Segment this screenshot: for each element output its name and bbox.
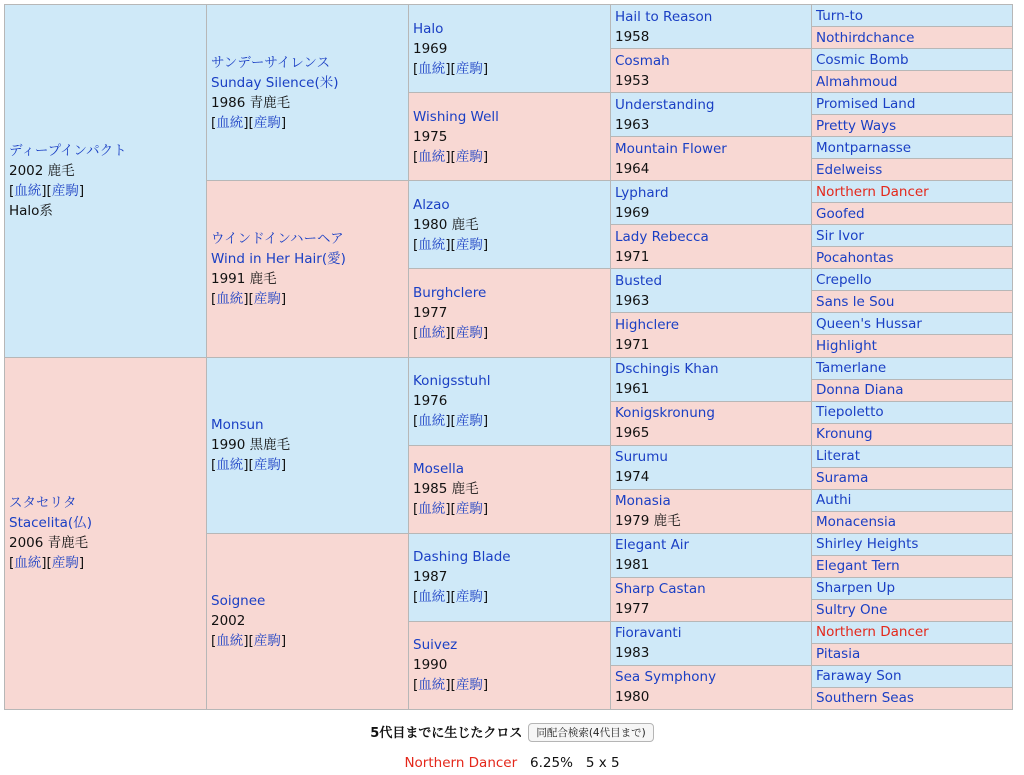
horse-name-link[interactable]: Mosella: [413, 461, 465, 478]
gen5-cell: [812, 555, 1013, 577]
horse-name-link[interactable]: Northern Dancer: [816, 183, 929, 200]
g3-3-links: [血統][産駒]: [413, 324, 489, 341]
gen5-cell: [812, 71, 1013, 93]
pedigree-row: [5, 357, 1013, 379]
horse-name-link[interactable]: Suivez: [413, 637, 458, 654]
gen3-cell: [409, 269, 611, 357]
horse-name-link[interactable]: Tamerlane: [816, 360, 887, 377]
horse-name-link[interactable]: Cosmah: [615, 52, 670, 69]
g1-1-links: [血統][産駒]: [9, 555, 85, 572]
pedigree-table: [4, 4, 1013, 710]
horse-info: 1980: [615, 689, 650, 706]
g3-1-links: [血統][産駒]: [413, 148, 489, 165]
horse-name-link[interactable]: Sharpen Up: [816, 580, 896, 597]
horse-name-link[interactable]: スタセリタ: [9, 495, 77, 512]
gen4-cell: [611, 5, 812, 49]
g3-1-bloodline-link[interactable]: 血統: [418, 148, 446, 165]
horse-name-link[interactable]: Northern Dancer: [816, 624, 929, 641]
gen5-cell: [812, 115, 1013, 137]
horse-info: 1977: [615, 601, 650, 618]
horse-info: 1964: [615, 160, 650, 177]
gen1-cell: [5, 357, 207, 710]
gen5-cell: [812, 203, 1013, 225]
horse-name-link[interactable]: Sir Ivor: [816, 227, 864, 244]
gen4-cell: [611, 269, 812, 313]
gen5-cell: [812, 137, 1013, 159]
gen5-cell: [812, 27, 1013, 49]
horse-name-link[interactable]: Pretty Ways: [816, 117, 897, 134]
g3-3-bloodline-link[interactable]: 血統: [418, 324, 446, 341]
horse-info: 1971: [615, 248, 650, 265]
g3-2-bloodline-link[interactable]: 血統: [418, 236, 446, 253]
horse-name-link[interactable]: Literat: [816, 448, 860, 465]
g1-0-bloodline-link[interactable]: 血統: [14, 182, 42, 199]
g2-0-links: [血統][産駒]: [211, 114, 287, 131]
horse-name-link[interactable]: Highlight: [816, 337, 877, 354]
horse-info: 1963: [615, 292, 650, 309]
gen5-cell: [812, 159, 1013, 181]
horse-name-en-link[interactable]: Monsun: [211, 417, 264, 434]
g3-4-bloodline-link[interactable]: 血統: [418, 413, 446, 430]
horse-info: 1980 鹿毛: [413, 216, 479, 233]
horse-info: 1979 鹿毛: [615, 513, 681, 530]
horse-name-link[interactable]: Sea Symphony: [615, 669, 717, 686]
cross-title: 5代目までに生じたクロス: [370, 726, 523, 741]
gen5-cell: [812, 643, 1013, 665]
horse-info: 2006 青鹿毛: [9, 535, 89, 552]
horse-name-link[interactable]: Pocahontas: [816, 249, 894, 266]
horse-name-link[interactable]: Elegant Tern: [816, 558, 900, 575]
gen5-cell: [812, 269, 1013, 291]
gen5-cell: [812, 49, 1013, 71]
gen2-cell: [207, 533, 409, 709]
horse-name-link[interactable]: Mountain Flower: [615, 140, 727, 157]
gen3-cell: [409, 621, 611, 709]
gen1-cell: [5, 5, 207, 358]
g3-4-links: [血統][産駒]: [413, 413, 489, 430]
gen4-cell: [611, 181, 812, 225]
gen5-cell: [812, 357, 1013, 379]
gen4-cell: [611, 225, 812, 269]
horse-name-link[interactable]: Dschingis Khan: [615, 361, 719, 378]
gen5-cell: [812, 247, 1013, 269]
g2-2-links: [血統][産駒]: [211, 457, 287, 474]
g1-1-bloodline-link[interactable]: 血統: [14, 555, 42, 572]
horse-info: 1965: [615, 425, 650, 442]
g2-2-offspring-link[interactable]: 産駒: [253, 457, 281, 474]
horse-name-link[interactable]: Turn-to: [816, 7, 864, 24]
g3-7-bloodline-link[interactable]: 血統: [418, 677, 446, 694]
horse-info: 2002 鹿毛: [9, 162, 75, 179]
gen5-cell: [812, 467, 1013, 489]
gen5-cell: [812, 379, 1013, 401]
horse-name-link[interactable]: サンデーサイレンス: [211, 54, 331, 71]
gen4-cell: [611, 401, 812, 445]
horse-name-link[interactable]: Cosmic Bomb: [816, 51, 909, 68]
horse-name-en-link[interactable]: Soignee: [211, 593, 266, 610]
horse-name-link[interactable]: Crepello: [816, 271, 872, 288]
g2-3-offspring-link[interactable]: 産駒: [253, 633, 281, 650]
g2-1-links: [血統][産駒]: [211, 290, 287, 307]
horse-info: 1969: [413, 40, 448, 57]
horse-info: 1990: [413, 657, 448, 674]
horse-name-link[interactable]: Kronung: [816, 426, 873, 443]
horse-info: 1981: [615, 557, 650, 574]
horse-info: 1974: [615, 469, 650, 486]
gen4-cell: [611, 533, 812, 577]
g3-5-links: [血統][産駒]: [413, 501, 489, 518]
cross-result: [0, 755, 1024, 771]
horse-name-link[interactable]: Surumu: [615, 449, 668, 466]
horse-name-link[interactable]: Pitasia: [816, 646, 861, 663]
gen4-cell: [611, 137, 812, 181]
gen4-cell: [611, 357, 812, 401]
gen5-cell: [812, 489, 1013, 511]
horse-info: 1958: [615, 28, 650, 45]
gen2-cell: [207, 181, 409, 357]
gen5-cell: [812, 687, 1013, 709]
horse-name-link[interactable]: Wishing Well: [413, 108, 499, 125]
g3-1-offspring-link[interactable]: 産駒: [455, 148, 483, 165]
gen4-cell: [611, 665, 812, 709]
horse-name-link[interactable]: Montparnasse: [816, 139, 912, 156]
gen5-cell: [812, 445, 1013, 467]
horse-info: 1987: [413, 569, 448, 586]
horse-info: 1983: [615, 645, 650, 662]
horse-name-link[interactable]: Dashing Blade: [413, 549, 511, 566]
horse-name-en-link[interactable]: Stacelita(仏): [9, 515, 92, 532]
gen4-cell: [611, 489, 812, 533]
g3-6-bloodline-link[interactable]: 血統: [418, 589, 446, 606]
g3-7-offspring-link[interactable]: 産駒: [455, 677, 483, 694]
horse-info: 1969: [615, 204, 650, 221]
g1-0-offspring-link[interactable]: 産駒: [51, 182, 79, 199]
horse-name-link[interactable]: Busted: [615, 272, 663, 289]
g2-1-bloodline-link[interactable]: 血統: [216, 290, 244, 307]
horse-name-link[interactable]: ウインドインハーヘア: [211, 230, 344, 247]
horse-name-link[interactable]: Konigskronung: [615, 405, 715, 422]
horse-name-link[interactable]: Almahmoud: [816, 73, 898, 90]
g3-3-offspring-link[interactable]: 産駒: [455, 324, 483, 341]
gen4-cell: [611, 93, 812, 137]
g1-1-offspring-link[interactable]: 産駒: [51, 555, 79, 572]
horse-name-link[interactable]: Faraway Son: [816, 668, 902, 685]
g3-2-links: [血統][産駒]: [413, 236, 489, 253]
horse-name-link[interactable]: Alzao: [413, 196, 450, 213]
g2-3-bloodline-link[interactable]: 血統: [216, 633, 244, 650]
horse-name-link[interactable]: Promised Land: [816, 95, 916, 112]
horse-name-link[interactable]: Konigsstuhl: [413, 373, 491, 390]
gen4-cell: [611, 445, 812, 489]
g3-7-links: [血統][産駒]: [413, 677, 489, 694]
cross-section-header: [0, 722, 1024, 742]
horse-info: 1961: [615, 381, 650, 398]
cross-percent: 6.25%: [530, 755, 573, 771]
gen5-cell: [812, 313, 1013, 335]
horse-name-link[interactable]: ディープインパクト: [9, 142, 127, 159]
horse-info: 1976: [413, 393, 448, 410]
horse-name-link[interactable]: Understanding: [615, 96, 715, 113]
horse-name-link[interactable]: Donna Diana: [816, 382, 904, 399]
g3-6-offspring-link[interactable]: 産駒: [455, 589, 483, 606]
horse-name-link[interactable]: Monacensia: [816, 514, 897, 531]
horse-name-link[interactable]: Nothirdchance: [816, 29, 915, 46]
horse-info: 1977: [413, 304, 448, 321]
gen3-cell: [409, 357, 611, 445]
horse-name-link[interactable]: Sharp Castan: [615, 581, 706, 598]
gen5-cell: [812, 599, 1013, 621]
gen5-cell: [812, 225, 1013, 247]
g2-0-bloodline-link[interactable]: 血統: [216, 114, 244, 131]
g3-5-bloodline-link[interactable]: 血統: [418, 501, 446, 518]
gen5-cell: [812, 335, 1013, 357]
horse-name-link[interactable]: Sans le Sou: [816, 293, 895, 310]
horse-name-link[interactable]: Halo: [413, 20, 444, 37]
gen4-cell: [611, 49, 812, 93]
gen5-cell: [812, 291, 1013, 313]
horse-name-link[interactable]: Goofed: [816, 205, 865, 222]
horse-info: 1986 青鹿毛: [211, 94, 291, 111]
g3-4-offspring-link[interactable]: 産駒: [455, 413, 483, 430]
horse-name-link[interactable]: Lyphard: [615, 184, 669, 201]
horse-name-link[interactable]: Queen's Hussar: [816, 315, 922, 332]
horse-info: 1975: [413, 128, 448, 145]
horse-name-link[interactable]: Southern Seas: [816, 690, 914, 707]
horse-name-link[interactable]: Edelweiss: [816, 161, 883, 178]
pedigree-row: [5, 5, 1013, 27]
g3-5-offspring-link[interactable]: 産駒: [455, 501, 483, 518]
horse-name-link[interactable]: Authi: [816, 492, 852, 509]
horse-info: 1953: [615, 72, 650, 89]
g1-0-links: [血統][産駒]: [9, 182, 85, 199]
horse-name-link[interactable]: Monasia: [615, 493, 671, 510]
horse-name-link[interactable]: Elegant Air: [615, 537, 690, 554]
gen3-cell: [409, 5, 611, 93]
horse-info: 1990 黒鹿毛: [211, 437, 291, 454]
g3-2-offspring-link[interactable]: 産駒: [455, 236, 483, 253]
horse-name-link[interactable]: Surama: [816, 470, 869, 487]
gen3-cell: [409, 533, 611, 621]
horse-name-en-link[interactable]: Sunday Silence(米): [211, 74, 339, 91]
horse-name-link[interactable]: Burghclere: [413, 284, 487, 301]
gen5-cell: [812, 93, 1013, 115]
gen4-cell: [611, 313, 812, 357]
horse-name-link[interactable]: Fioravanti: [615, 625, 682, 642]
gen4-cell: [611, 577, 812, 621]
gen3-cell: [409, 181, 611, 269]
g2-0-offspring-link[interactable]: 産駒: [253, 114, 281, 131]
gen2-cell: [207, 357, 409, 533]
horse-name-link[interactable]: Shirley Heights: [816, 536, 919, 553]
gen5-cell: [812, 577, 1013, 599]
gen5-cell: [812, 621, 1013, 643]
gen3-cell: [409, 445, 611, 533]
gen5-cell: [812, 423, 1013, 445]
horse-name-en-link[interactable]: Wind in Her Hair(愛): [211, 250, 346, 267]
gen3-cell: [409, 93, 611, 181]
g3-0-links: [血統][産駒]: [413, 60, 489, 77]
gen5-cell: [812, 665, 1013, 687]
gen5-cell: [812, 181, 1013, 203]
horse-info: 1971: [615, 336, 650, 353]
gen5-cell: [812, 511, 1013, 533]
horse-info: 1985 鹿毛: [413, 481, 479, 498]
cross-generation: 5 x 5: [585, 755, 620, 771]
horse-name-link[interactable]: Tiepoletto: [816, 404, 884, 421]
sire-line-label: Halo系: [9, 202, 53, 219]
horse-info: 1991 鹿毛: [211, 270, 277, 287]
cross-horse-link[interactable]: Northern Dancer: [404, 755, 518, 771]
gen5-cell: [812, 5, 1013, 27]
gen5-cell: [812, 401, 1013, 423]
horse-name-link[interactable]: Highclere: [615, 316, 680, 333]
gen4-cell: [611, 621, 812, 665]
horse-info: 2002: [211, 613, 246, 630]
g3-6-links: [血統][産駒]: [413, 589, 489, 606]
same-mating-search-button[interactable]: 同配合検索(4代目まで): [528, 723, 653, 742]
horse-name-link[interactable]: Lady Rebecca: [615, 228, 709, 245]
horse-name-link[interactable]: Sultry One: [816, 602, 888, 619]
g2-1-offspring-link[interactable]: 産駒: [253, 290, 281, 307]
g3-0-offspring-link[interactable]: 産駒: [455, 60, 483, 77]
gen2-cell: [207, 5, 409, 181]
horse-name-link[interactable]: Hail to Reason: [615, 8, 713, 25]
horse-info: 1963: [615, 116, 650, 133]
g2-2-bloodline-link[interactable]: 血統: [216, 457, 244, 474]
g2-3-links: [血統][産駒]: [211, 633, 287, 650]
gen5-cell: [812, 533, 1013, 555]
g3-0-bloodline-link[interactable]: 血統: [418, 60, 446, 77]
